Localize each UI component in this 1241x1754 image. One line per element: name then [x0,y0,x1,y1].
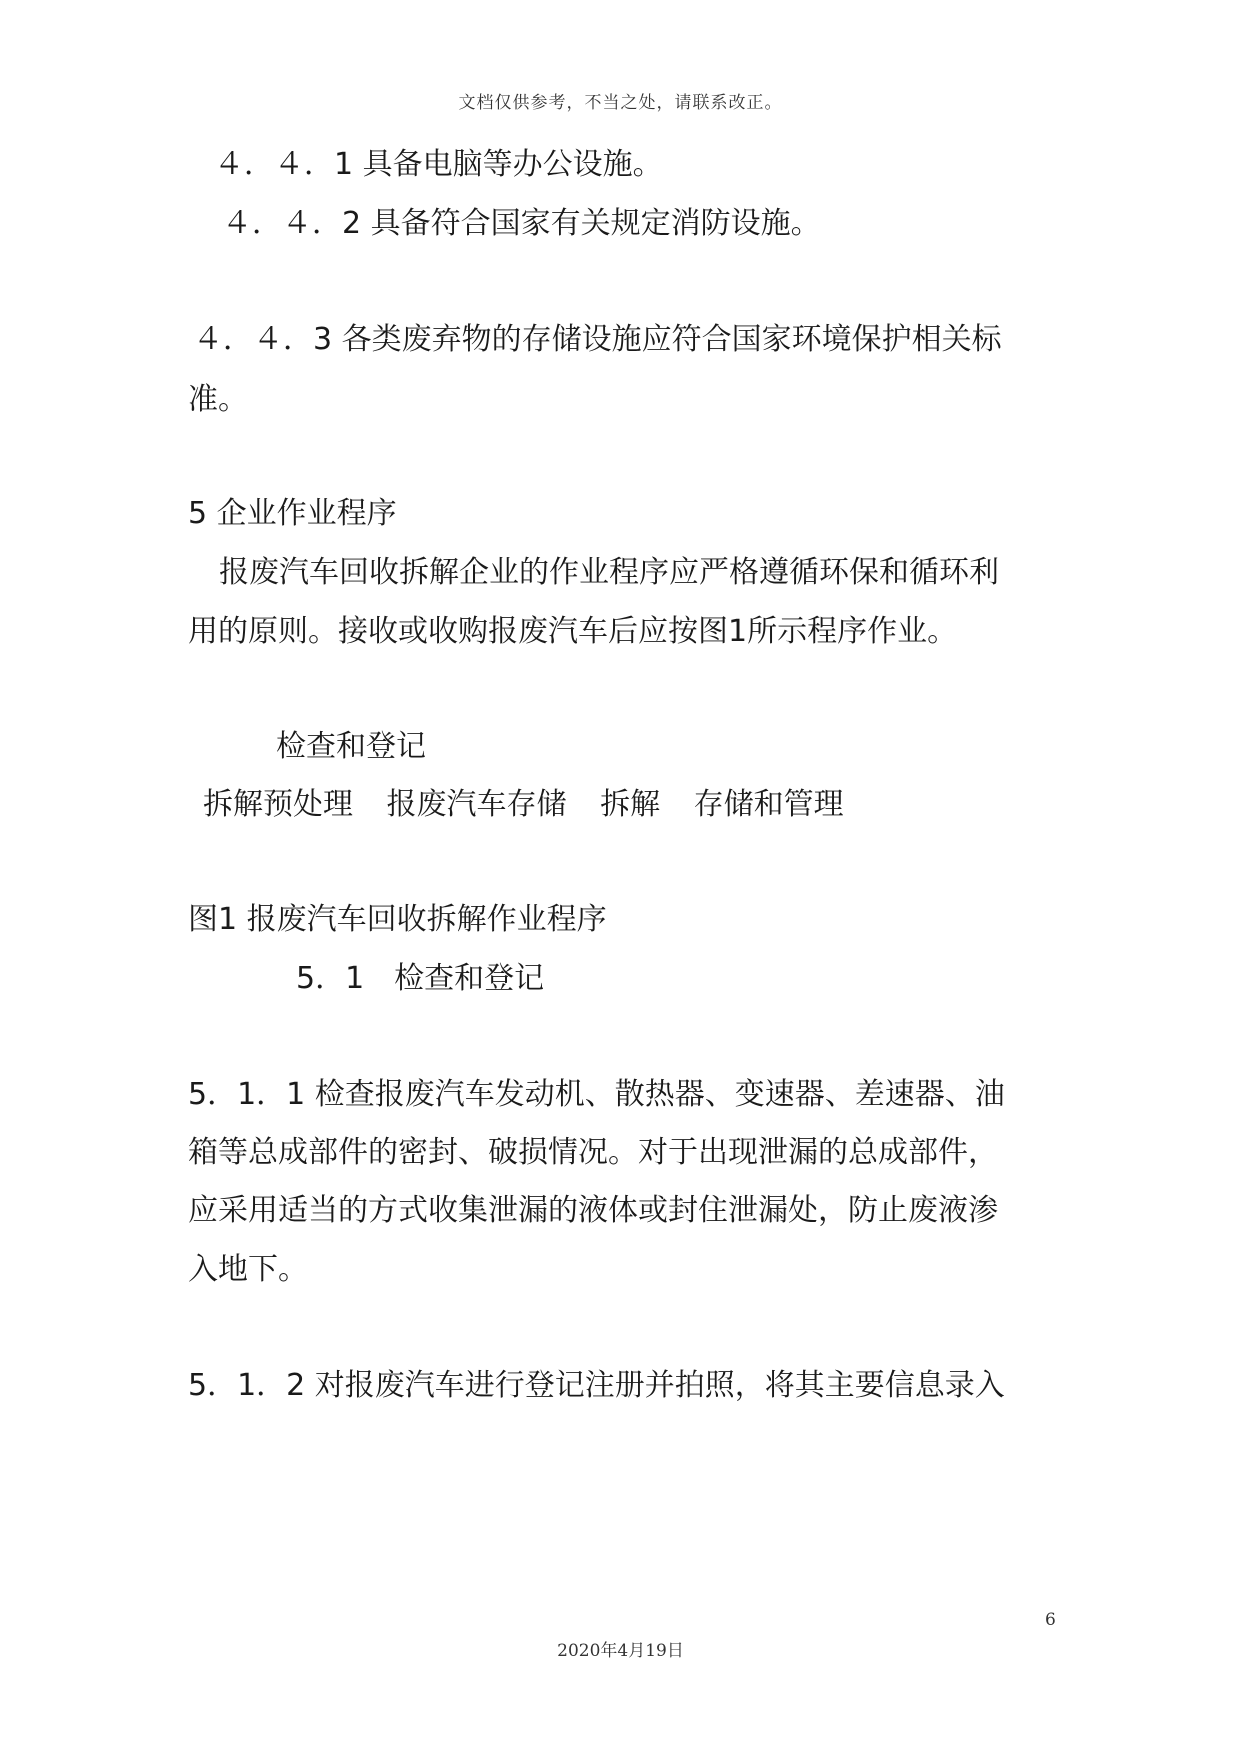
clause-5-1-1-line1: 5．1．1 检查报废汽车发动机、散热器、变速器、差速器、油 [188,1077,1005,1112]
section-5-paragraph-line2: 用的原则。接收或收购报废汽车后应按图1所示程序作业。 [188,614,958,649]
flow-step-inspection: 检查和登记 [276,729,426,764]
clause-5-1-1-line4: 入地下。 [188,1252,308,1287]
flow-step-pretreatment: 拆解预处理 [203,787,353,822]
flow-steps-row [203,785,844,825]
flow-step-storage: 报废汽车存储 [386,787,567,822]
section-5-heading: 5 企业作业程序 [188,496,397,531]
clause-5-1-1-line2: 箱等总成部件的密封、破损情况。对于出现泄漏的总成部件， [188,1135,998,1170]
flow-step-store-manage: 存储和管理 [693,787,844,822]
section-5-1-heading: 5．1 检查和登记 [296,961,545,996]
clause-4-4-2: ４．４．2 具备符合国家有关规定消防设施。 [222,206,821,241]
page-number: 6 [1045,1610,1056,1630]
section-5-paragraph-line1: 报废汽车回收拆解企业的作业程序应严格遵循环保和循环利 [219,555,999,590]
clause-4-4-1: ４．４．1 具备电脑等办公设施。 [214,147,663,182]
header-disclaimer: 文档仅供参考，不当之处，请联系改正。 [458,93,783,113]
clause-4-4-3-line2: 准。 [188,382,248,417]
flow-step-dismantle: 拆解 [600,787,661,822]
footer-date: 2020年4月19日 [557,1641,684,1661]
clause-5-1-1-line3: 应采用适当的方式收集泄漏的液体或封住泄漏处，防止废液渗 [188,1193,998,1228]
figure-caption: 图1 报废汽车回收拆解作业程序 [188,902,607,937]
clause-5-1-2-line1: 5．1．2 对报废汽车进行登记注册并拍照，将其主要信息录入 [188,1368,1005,1403]
clause-4-4-3-line1: ４．４．3 各类废弃物的存储设施应符合国家环境保护相关标 [193,322,1002,357]
